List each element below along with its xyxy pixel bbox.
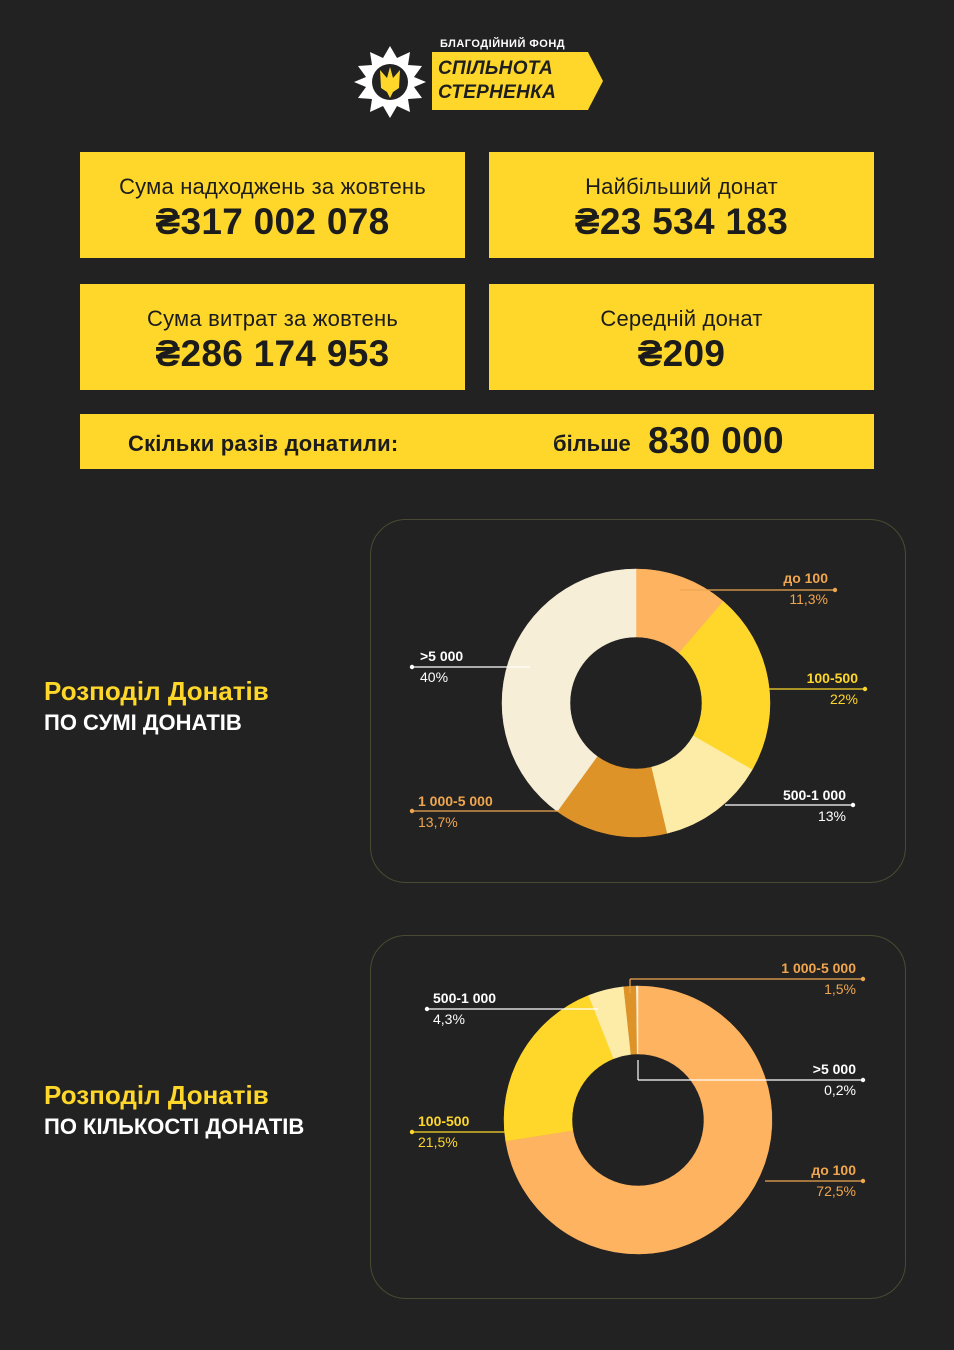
max-donation-label: Найбільший донат: [585, 174, 778, 199]
income-label: Сума надходжень за жовтень: [119, 174, 426, 199]
logo-name-line2: СТЕРНЕНКА: [438, 82, 557, 103]
sum-leader-dot-0: [833, 588, 837, 592]
sum-category-label-1: 100-500: [806, 670, 858, 686]
count-category-label-1: 100-500: [418, 1113, 470, 1129]
count-value-label-0: 72,5%: [816, 1183, 856, 1199]
count-leader-dot-2: [425, 1007, 429, 1011]
count-value-label-3: 1,5%: [824, 981, 856, 997]
logo-name-line1: СПІЛЬНОТА: [438, 58, 553, 79]
count-leader-dot-0: [861, 1179, 865, 1183]
by-count-title: Розподіл Донатів: [44, 1080, 269, 1110]
count-category-label-2: 500-1 000: [433, 990, 497, 1006]
count-leader-dot-1: [410, 1130, 414, 1134]
spend-value: ₴286 174 953: [155, 333, 390, 374]
max-donation-value: ₴23 534 183: [574, 201, 789, 242]
sum-category-label-4: >5 000: [420, 648, 464, 664]
donation-count-prefix: більше: [553, 431, 631, 456]
count-category-label-3: 1 000-5 000: [781, 960, 856, 976]
count-value-label-2: 4,3%: [433, 1011, 465, 1027]
sum-category-label-3: 1 000-5 000: [418, 793, 493, 809]
sum-leader-dot-3: [410, 809, 414, 813]
count-leader-dot-4: [861, 1078, 865, 1082]
donation-count-value: 830 000: [648, 420, 784, 461]
avg-donation-label: Середній донат: [600, 306, 763, 331]
spend-label: Сума витрат за жовтень: [146, 306, 398, 331]
sum-value-label-3: 13,7%: [418, 814, 458, 830]
logo-foundation-text: БЛАГОДІЙНИЙ ФОНД: [440, 38, 566, 50]
sum-leader-dot-1: [863, 687, 867, 691]
sum-category-label-2: 500-1 000: [782, 787, 846, 803]
income-value: ₴317 002 078: [155, 201, 390, 242]
by-sum-title: Розподіл Донатів: [44, 676, 269, 706]
sum-value-label-2: 13%: [817, 808, 846, 824]
sum-category-label-0: до 100: [783, 570, 828, 586]
avg-donation-value: ₴209: [637, 333, 726, 374]
count-leader-dot-3: [861, 977, 865, 981]
sum-value-label-0: 11,3%: [789, 591, 828, 607]
count-category-label-4: >5 000: [812, 1061, 856, 1077]
sum-value-label-4: 40%: [420, 669, 449, 685]
sum-value-label-1: 22%: [829, 691, 858, 707]
by-sum-subtitle: ПО СУМІ ДОНАТІВ: [44, 710, 242, 735]
count-value-label-1: 21,5%: [418, 1134, 458, 1150]
by-count-subtitle: ПО КІЛЬКОСТІ ДОНАТІВ: [44, 1114, 305, 1139]
donation-count-label: Скільки разів донатили:: [128, 431, 399, 456]
count-category-label-0: до 100: [811, 1162, 856, 1178]
sum-leader-dot-2: [851, 803, 855, 807]
count-value-label-4: 0,2%: [824, 1082, 856, 1098]
sum-leader-dot-4: [410, 665, 414, 669]
